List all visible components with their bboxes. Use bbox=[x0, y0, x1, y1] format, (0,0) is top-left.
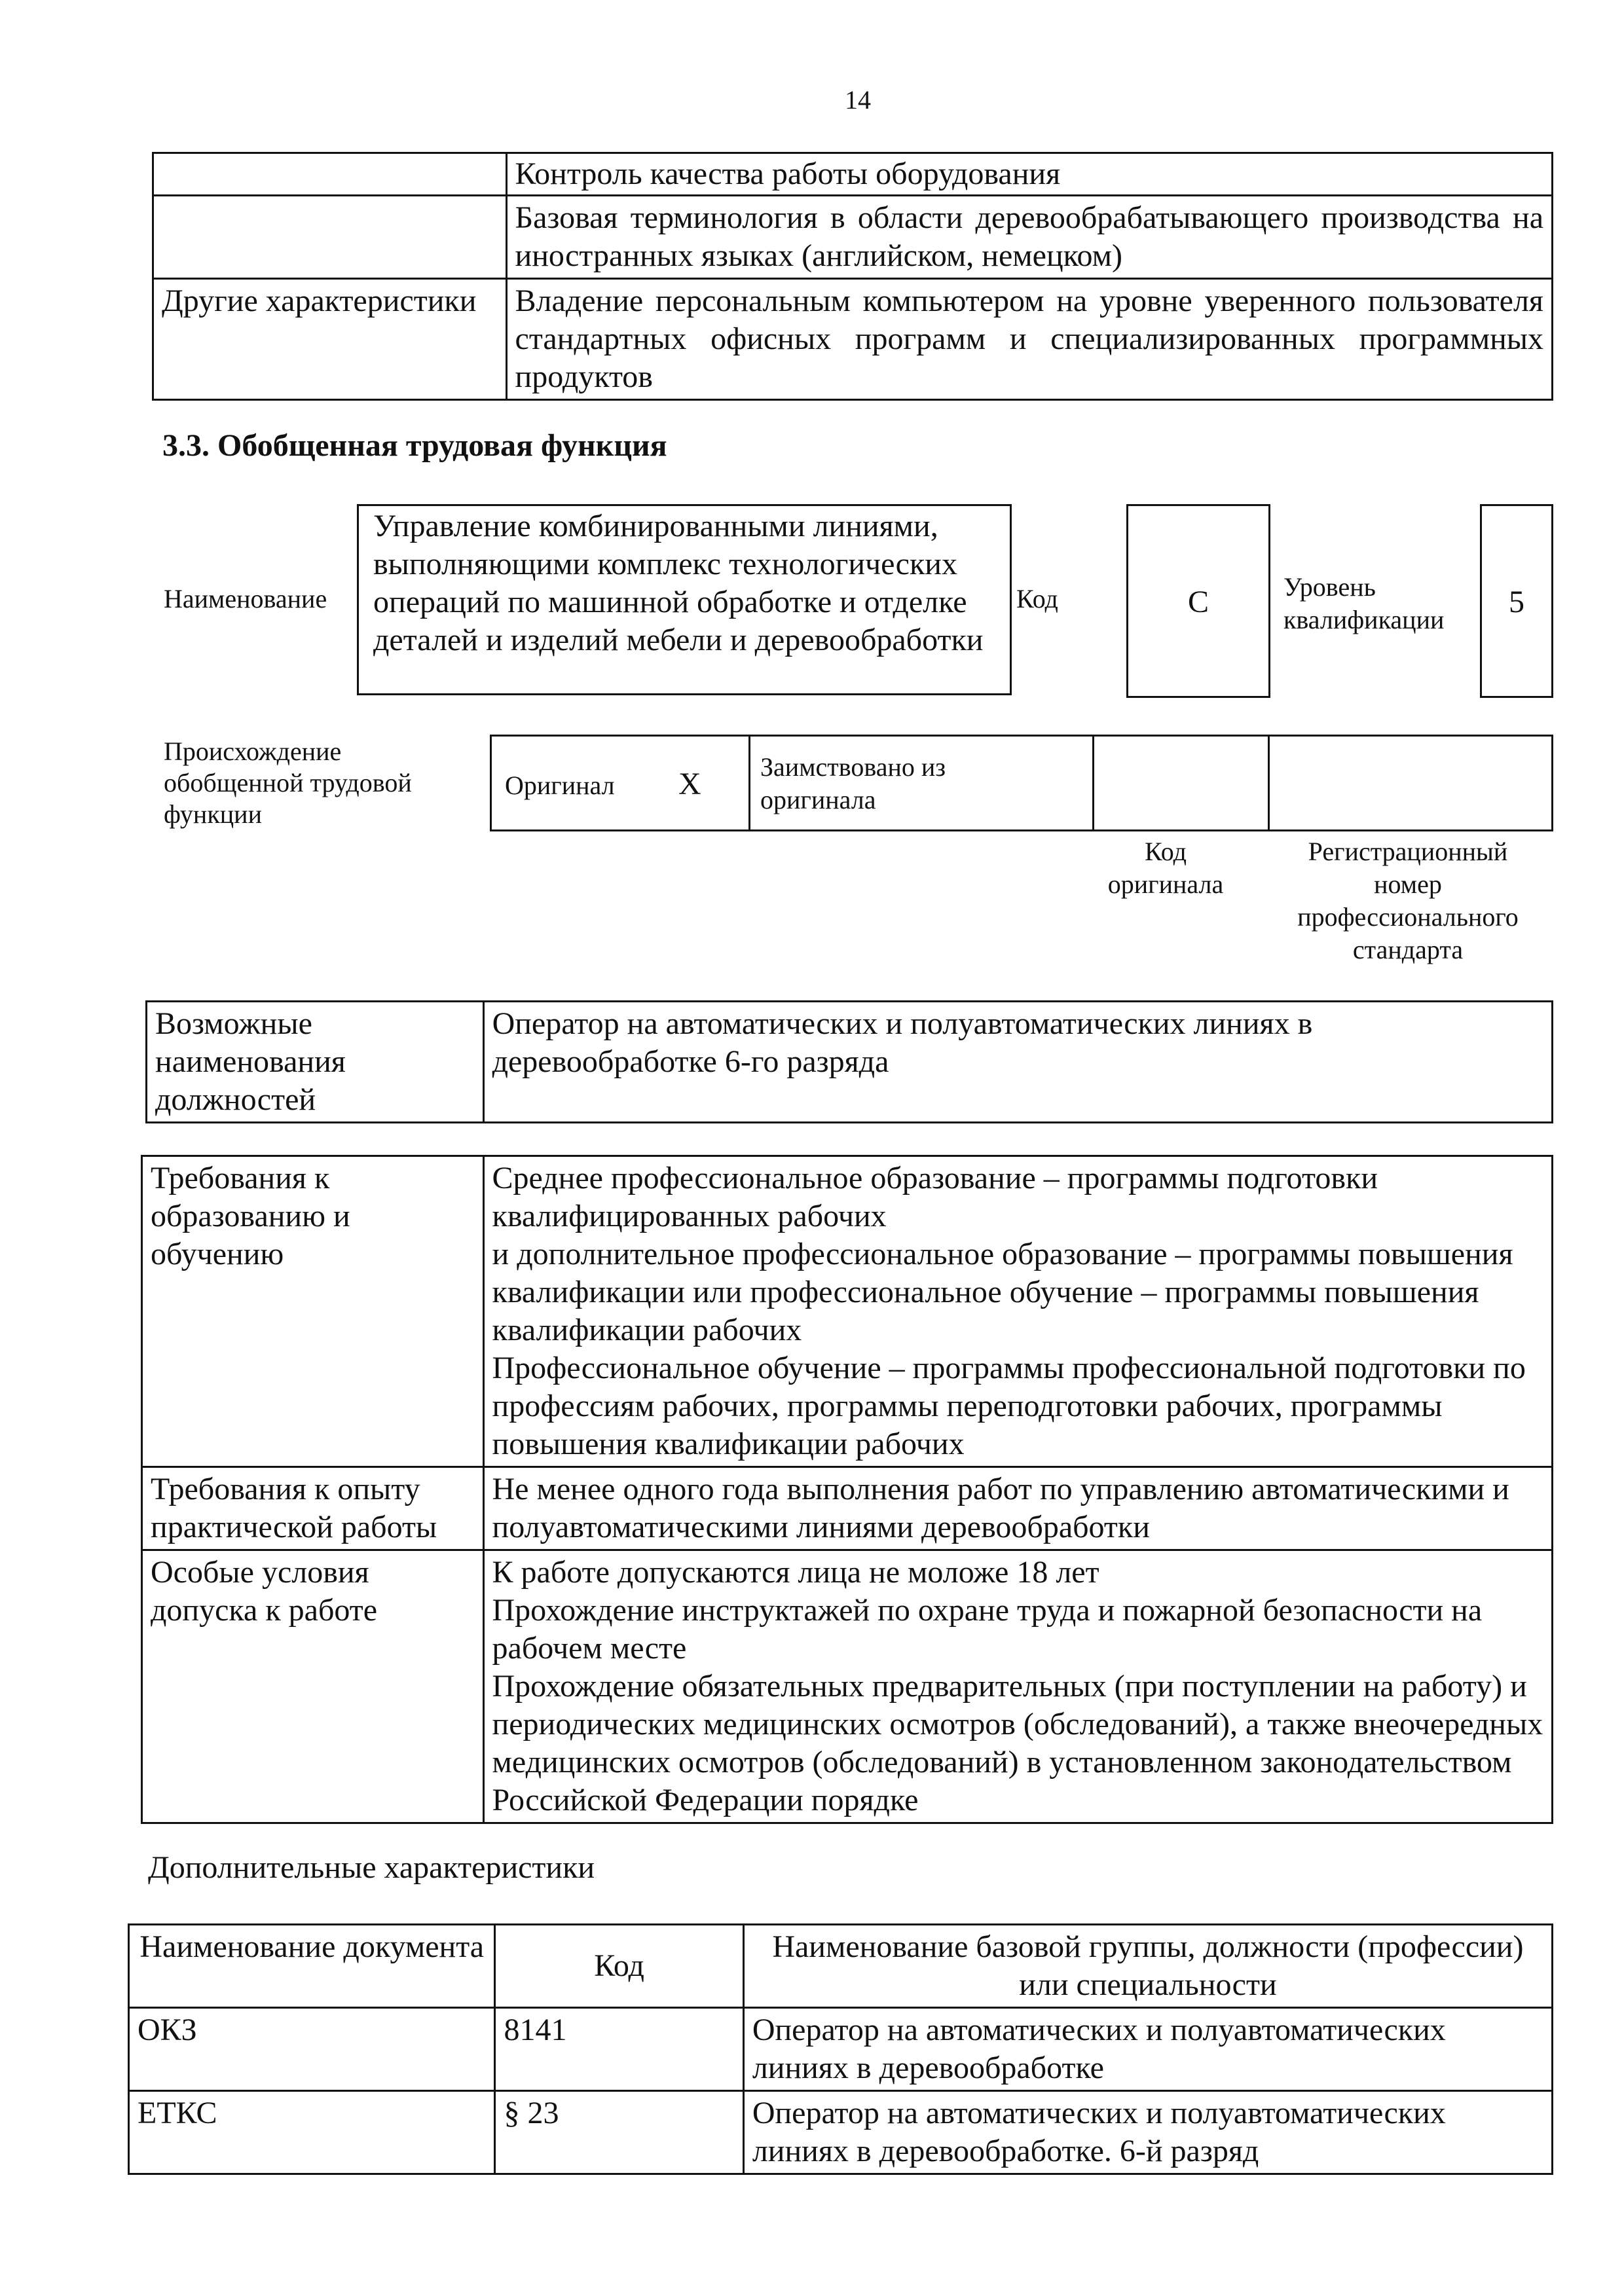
requirement-label: Особые условия допуска к работе bbox=[142, 1550, 484, 1823]
table-header-row bbox=[129, 1925, 1553, 2008]
table-row bbox=[153, 153, 1553, 196]
requirement-line: Не менее одного года выполнения работ по управлению автоматическими и полуавтоматическими линиями деревообработки bbox=[492, 1472, 1509, 1544]
requirement-line: и дополнительное профессиональное образование – программы повышения квалификации или профессиональное обучение – программы повышения квалификации рабочих bbox=[492, 1237, 1513, 1347]
original-mark: X bbox=[678, 767, 701, 801]
table-row bbox=[142, 1467, 1553, 1550]
borrowed-label: Заимствовано из оригинала bbox=[760, 752, 946, 814]
positions-table bbox=[145, 1000, 1553, 1123]
positions-label: Возможные наименования должностей bbox=[147, 1002, 484, 1123]
table-cell-text: Контроль качества работы оборудования bbox=[506, 153, 1552, 196]
column-header: Наименование базовой группы, должности (профессии) или специальности bbox=[743, 1925, 1552, 2008]
requirement-line: Профессиональное обучение – программы профессиональной подготовки по профессиям рабочих, программы переподготовки рабочих, программы повышения квалификации рабочих bbox=[492, 1351, 1526, 1461]
function-name-value: Управление комбинированными линиями, выполняющими комплекс технологических операций по машинной обработке и отделке деталей и изделий мебели и деревообработки bbox=[373, 509, 984, 657]
table-cell-label: Другие характеристики bbox=[153, 279, 507, 400]
column-header: Наименование документа bbox=[129, 1925, 495, 2008]
table-row bbox=[153, 279, 1553, 400]
reg-caption: Регистрационный номер профессионального стандарта bbox=[1297, 837, 1519, 964]
code-value: C bbox=[1187, 585, 1209, 619]
function-name-box bbox=[357, 504, 1012, 695]
table-cell: § 23 bbox=[495, 2091, 743, 2174]
page-number: 14 bbox=[845, 85, 871, 115]
table-cell: Оператор на автоматических и полуавтоматических линиях в деревообработке bbox=[743, 2008, 1552, 2091]
requirements-table bbox=[141, 1155, 1553, 1824]
table-row bbox=[129, 2008, 1553, 2091]
table-row bbox=[153, 196, 1553, 279]
table-cell: Оператор на автоматических и полуавтоматических линиях в деревообработке. 6-й разряд bbox=[743, 2091, 1552, 2174]
top-table bbox=[152, 152, 1553, 401]
table-row bbox=[147, 1002, 1553, 1123]
table-row bbox=[129, 2091, 1553, 2174]
divider bbox=[748, 737, 750, 829]
additional-table bbox=[128, 1923, 1553, 2175]
table-row bbox=[142, 1550, 1553, 1823]
requirement-label: Требования к образованию и обучению bbox=[142, 1156, 484, 1467]
table-cell-text: Базовая терминология в области деревообрабатывающего производства на иностранных языках (английском, немецком) bbox=[506, 196, 1552, 279]
requirement-line: К работе допускаются лица не моложе 18 лет bbox=[492, 1555, 1099, 1590]
requirement-value bbox=[483, 1550, 1552, 1823]
requirement-label: Требования к опыту практической работы bbox=[142, 1467, 484, 1550]
code-box bbox=[1126, 504, 1270, 698]
additional-heading: Дополнительные характеристики bbox=[148, 1850, 595, 1885]
table-row bbox=[142, 1156, 1553, 1467]
section-heading: 3.3. Обобщенная трудовая функция bbox=[162, 428, 667, 463]
requirement-line: Среднее профессиональное образование – программы подготовки квалифицированных рабочих bbox=[492, 1161, 1378, 1233]
level-box bbox=[1480, 504, 1553, 698]
requirement-value bbox=[483, 1467, 1552, 1550]
code-label: Код bbox=[1016, 584, 1058, 613]
original-label: Оригинал bbox=[505, 771, 615, 800]
divider bbox=[1268, 737, 1270, 829]
origin-label: Происхождение обобщенной трудовой функции bbox=[164, 737, 412, 829]
requirement-line: Прохождение обязательных предварительных (при поступлении на работу) и периодических медицинских осмотров (обследований), а также внеочередных медицинских осмотров (обследований) в установленном законодательством Российской Федерации порядке bbox=[492, 1669, 1543, 1817]
origin-table bbox=[490, 735, 1553, 831]
divider bbox=[1092, 737, 1094, 829]
requirement-value bbox=[483, 1156, 1552, 1467]
table-cell: 8141 bbox=[495, 2008, 743, 2091]
table-cell: ЕТКС bbox=[129, 2091, 495, 2174]
table-cell-label bbox=[153, 153, 507, 196]
table-cell-label bbox=[153, 196, 507, 279]
level-value: 5 bbox=[1509, 585, 1524, 619]
requirement-line: Прохождение инструктажей по охране труда и пожарной безопасности на рабочем месте bbox=[492, 1593, 1483, 1666]
table-cell: ОКЗ bbox=[129, 2008, 495, 2091]
name-label: Наименование bbox=[164, 584, 327, 613]
level-label: Уровень квалификации bbox=[1283, 572, 1445, 634]
positions-value: Оператор на автоматических и полуавтоматических линиях в деревообработке 6-го разряда bbox=[483, 1002, 1552, 1123]
column-header: Код bbox=[495, 1925, 743, 2008]
code-caption: Код оригинала bbox=[1107, 837, 1224, 899]
table-cell-text: Владение персональным компьютером на уровне уверенного пользователя стандартных офисных программ и специализированных программных продуктов bbox=[506, 279, 1552, 400]
